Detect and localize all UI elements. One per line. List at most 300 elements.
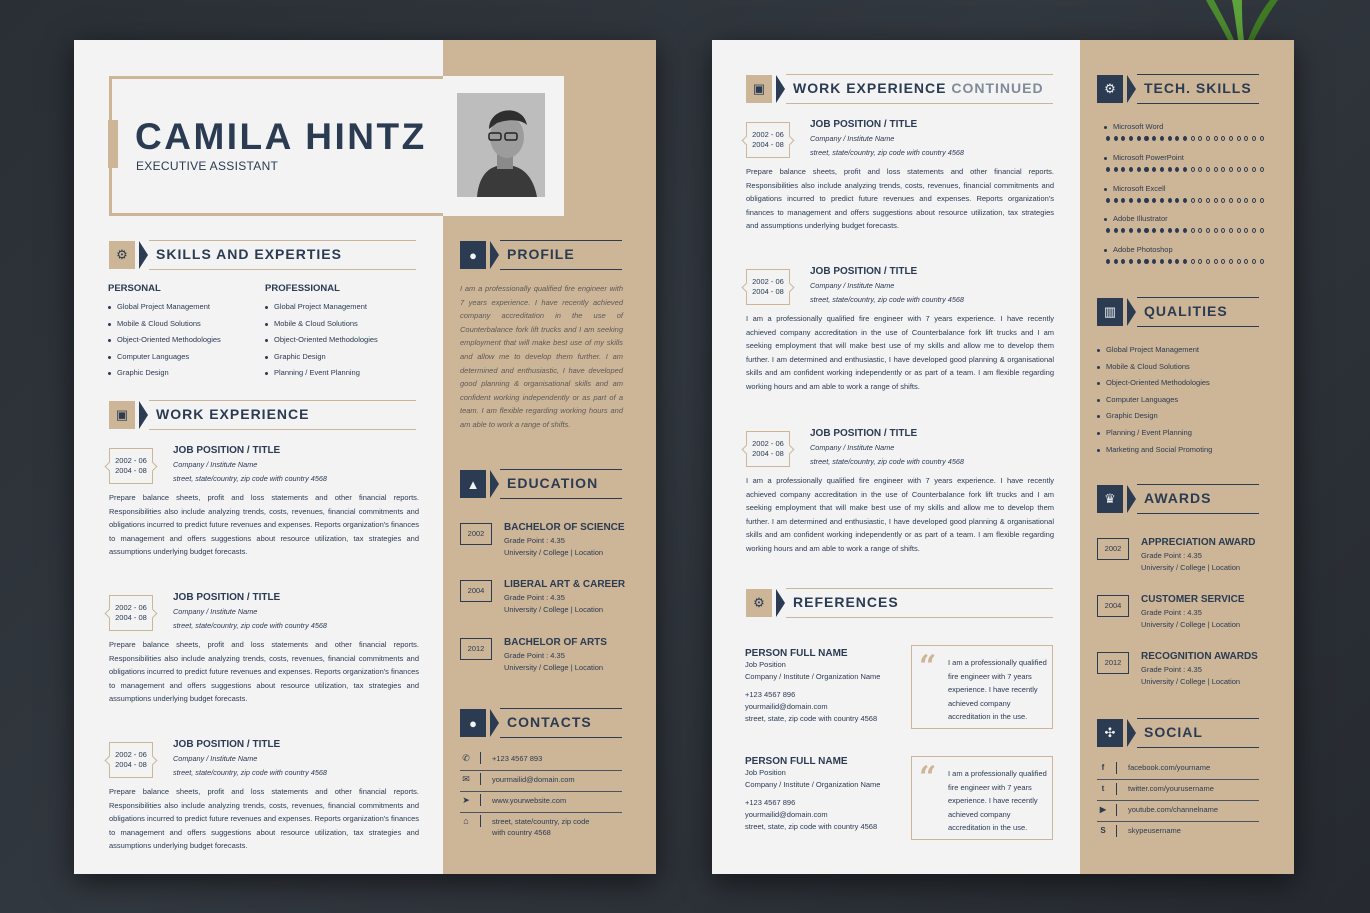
rating-dot xyxy=(1198,198,1202,203)
personal-skills-list xyxy=(108,299,221,382)
rating-dot xyxy=(1206,228,1210,233)
rating-dot xyxy=(1191,167,1195,172)
section-title: AWARDS xyxy=(1144,490,1212,506)
rating-dot xyxy=(1144,259,1148,264)
list-item: Mobile & Cloud Solutions xyxy=(108,316,221,333)
candidate-role: EXECUTIVE ASSISTANT xyxy=(136,159,279,173)
rating-dot xyxy=(1229,228,1233,233)
rating-dot xyxy=(1221,136,1225,141)
rating-dot xyxy=(1191,136,1195,141)
divider xyxy=(460,812,622,813)
chevron-decoration xyxy=(1127,298,1136,326)
chevron-decoration xyxy=(139,401,148,429)
social-text: facebook.com/yourname xyxy=(1128,763,1211,772)
job-company: Company / Institute Name xyxy=(173,754,258,763)
job-description: I am a professionally qualified fire engineer with 7 years experience. I have recently achieved company accreditation in the use of Counterbalance fork lift trucks and I am seeking employment that will make best use of my skills and allow me to develop them further. I am determined and enthusiastic, I have developed good planning & organisational skills and am confident working independently or as part of a team. I am flexible regarding working hours and am able to work a range of shifts. xyxy=(746,314,1054,391)
rating-dot xyxy=(1152,259,1156,264)
gear-icon: ⚙ xyxy=(109,241,135,269)
rating-dot xyxy=(1175,198,1179,203)
rating-dot xyxy=(1137,136,1141,141)
rating-dot xyxy=(1191,259,1195,264)
list-item: Planning / Event Planning xyxy=(265,365,378,382)
section-title: WORK EXPERIENCE xyxy=(156,406,310,422)
section-title: SOCIAL xyxy=(1144,724,1203,740)
network-icon: ✣ xyxy=(1097,719,1123,747)
rating-dot xyxy=(1183,259,1187,264)
rating-dot xyxy=(1252,136,1256,141)
divider xyxy=(480,752,481,764)
job-date-end: 2004 - 08 xyxy=(115,613,147,622)
section-title: CONTACTS xyxy=(507,714,592,730)
job-date-box xyxy=(746,431,790,467)
job-title: JOB POSITION / TITLE xyxy=(173,739,281,750)
job-date-box xyxy=(109,448,153,484)
rating-dot xyxy=(1152,228,1156,233)
rating-dot xyxy=(1183,167,1187,172)
work-experience-heading xyxy=(109,401,416,431)
job-title: JOB POSITION / TITLE xyxy=(810,119,918,130)
rating-dot xyxy=(1175,228,1179,233)
rating-dot xyxy=(1244,228,1248,233)
rating-dot xyxy=(1260,259,1264,264)
reference-entry xyxy=(745,756,905,833)
phone-icon: ✆ xyxy=(462,753,470,763)
job-description: Prepare balance sheets, profit and loss statements and other financial reports. Responsibilities also include analyzing trends, costs, revenues, financial commitments and obligations incurred to predict future revenues and expenses. Reports organization's finances to management and offers suggestions about resource utilization, tax strategies and assumptions underlying budget forecasts. xyxy=(109,787,419,851)
header-accent-bar xyxy=(108,120,118,168)
award-year: 2002 xyxy=(1097,538,1129,560)
list-item: Global Project Management xyxy=(265,299,378,316)
rating-dot xyxy=(1168,198,1172,203)
rating-dot xyxy=(1252,167,1256,172)
contact-user-icon: ● xyxy=(460,709,486,737)
skills-section-heading xyxy=(109,241,416,271)
list-item: Global Project Management xyxy=(1097,342,1212,359)
rating-dot xyxy=(1237,228,1241,233)
job-address: street, state/country, zip code with country 4568 xyxy=(173,621,327,630)
profile-photo xyxy=(457,93,545,197)
divider xyxy=(1116,825,1117,837)
rating-dot xyxy=(1198,167,1202,172)
section-title: SKILLS AND EXPERTIES xyxy=(156,246,342,262)
rating-dot xyxy=(1114,198,1118,203)
gear-icon: ⚙ xyxy=(1097,75,1123,103)
job-date-box xyxy=(746,122,790,158)
tech-skill-name: Microsoft PowerPoint xyxy=(1104,153,1264,163)
rating-dot xyxy=(1175,136,1179,141)
rating-dot xyxy=(1160,228,1164,233)
rating-dot xyxy=(1106,167,1110,172)
divider xyxy=(1116,762,1117,774)
personal-skills-title: PERSONAL xyxy=(108,283,161,294)
list-item: Mobile & Cloud Solutions xyxy=(265,316,378,333)
reference-email: yourmailid@domain.com xyxy=(745,810,828,819)
chevron-decoration xyxy=(1127,719,1136,747)
reference-quote: I am a professionally qualified fire engineer with 7 years experience. I have recently achieved company accreditation in the use. xyxy=(948,658,1047,722)
photo-frame xyxy=(443,76,564,216)
rating-dot xyxy=(1214,136,1218,141)
contact-text: street, state/country, zip code xyxy=(492,817,590,826)
graduation-cap-icon: ▲ xyxy=(460,470,486,498)
education-title: LIBERAL ART & CAREER xyxy=(504,579,626,590)
social-text: twitter.com/yourusername xyxy=(1128,784,1214,793)
job-date-box xyxy=(109,595,153,631)
list-item: Graphic Design xyxy=(265,349,378,366)
award-university: University / College | Location xyxy=(1141,677,1241,686)
rating-dot xyxy=(1260,136,1264,141)
reference-entry xyxy=(745,648,905,725)
award-year: 2004 xyxy=(1097,595,1129,617)
social-text: skypeusername xyxy=(1128,826,1181,835)
rating-dot xyxy=(1244,136,1248,141)
rating-dot xyxy=(1244,167,1248,172)
contact-text: yourmailid@domain.com xyxy=(492,775,575,784)
divider xyxy=(480,794,481,806)
social-heading xyxy=(1097,719,1259,749)
section-title: REFERENCES xyxy=(793,594,899,610)
reference-position: Job Position xyxy=(745,660,786,669)
rating-dot xyxy=(1191,198,1195,203)
rating-dot xyxy=(1237,198,1241,203)
tech-skill xyxy=(1104,184,1264,203)
skill-rating-dots xyxy=(1104,228,1264,233)
divider xyxy=(1097,821,1259,822)
tech-skill-name: Adobe Photoshop xyxy=(1104,245,1264,255)
reference-address: street, state, zip code with country 4568 xyxy=(745,714,878,723)
chevron-decoration xyxy=(776,75,785,103)
job-date-end: 2004 - 08 xyxy=(752,287,784,296)
user-icon: ● xyxy=(460,241,486,269)
rating-dot xyxy=(1198,136,1202,141)
tech-skill xyxy=(1104,245,1264,264)
rating-dot xyxy=(1160,167,1164,172)
rating-dot xyxy=(1206,136,1210,141)
rating-dot xyxy=(1229,136,1233,141)
job-date-end: 2004 - 08 xyxy=(752,140,784,149)
profile-heading xyxy=(460,241,622,271)
job-description: Prepare balance sheets, profit and loss statements and other financial reports. Responsibilities also include analyzing trends, costs, revenues, financial commitments and obligations incurred to predict future revenues and expenses. Reports organization's finances to management and offers suggestions about resource utilization, tax strategies and assumptions underlying budget forecasts. xyxy=(746,167,1054,231)
quote-icon: “ xyxy=(919,760,937,795)
tech-skill xyxy=(1104,214,1264,233)
rating-dot xyxy=(1214,198,1218,203)
award-title: RECOGNITION AWARDS xyxy=(1141,651,1258,662)
section-title xyxy=(793,80,1044,96)
education-year: 2002 xyxy=(460,523,492,545)
divider xyxy=(1097,779,1259,780)
rating-dot xyxy=(1137,198,1141,203)
qualities-heading xyxy=(1097,298,1259,328)
job-date-end: 2004 - 08 xyxy=(115,466,147,475)
job-title: JOB POSITION / TITLE xyxy=(173,592,281,603)
list-item: Planning / Event Planning xyxy=(1097,425,1212,442)
rating-dot xyxy=(1237,259,1241,264)
job-company: Company / Institute Name xyxy=(173,607,258,616)
professional-skills-list xyxy=(265,299,378,382)
rating-dot xyxy=(1106,198,1110,203)
rating-dot xyxy=(1129,198,1133,203)
section-title: PROFILE xyxy=(507,246,575,262)
rating-dot xyxy=(1129,259,1133,264)
job-date-start: 2002 - 06 xyxy=(752,130,784,139)
education-grade: Grade Point : 4.35 xyxy=(504,651,565,660)
divider xyxy=(460,791,622,792)
rating-dot xyxy=(1121,198,1125,203)
reference-quote-box xyxy=(911,645,1053,729)
award-grade: Grade Point : 4.35 xyxy=(1141,551,1202,560)
reference-phone: +123 4567 896 xyxy=(745,798,796,807)
rating-dot xyxy=(1252,259,1256,264)
rating-dot xyxy=(1237,167,1241,172)
bar-chart-icon: ▥ xyxy=(1097,298,1123,326)
education-year: 2012 xyxy=(460,638,492,660)
award-university: University / College | Location xyxy=(1141,620,1241,629)
professional-skills-title: PROFESSIONAL xyxy=(265,283,340,294)
resume-page-2 xyxy=(712,40,1294,874)
job-address: street, state/country, zip code with country 4568 xyxy=(173,474,327,483)
reference-quote-box xyxy=(911,756,1053,840)
job-company: Company / Institute Name xyxy=(810,134,895,143)
rating-dot xyxy=(1121,136,1125,141)
rating-dot xyxy=(1244,259,1248,264)
rating-dot xyxy=(1237,136,1241,141)
reference-position: Job Position xyxy=(745,768,786,777)
rating-dot xyxy=(1129,228,1133,233)
rating-dot xyxy=(1121,259,1125,264)
rating-dot xyxy=(1168,259,1172,264)
education-title: BACHELOR OF SCIENCE xyxy=(504,522,625,533)
divider xyxy=(1116,804,1117,816)
divider xyxy=(1116,783,1117,795)
email-icon: ✉ xyxy=(462,774,470,784)
youtube-icon: ▶ xyxy=(1099,805,1107,814)
reference-phone: +123 4567 896 xyxy=(745,690,796,699)
job-description: Prepare balance sheets, profit and loss statements and other financial reports. Responsibilities also include analyzing trends, costs, revenues, financial commitments and obligations incurred to predict future revenues and expenses. Reports organization's finances to management and offers suggestions about resource utilization, tax strategies and assumptions underlying budget forecasts. xyxy=(109,640,419,704)
rating-dot xyxy=(1137,259,1141,264)
tech-skill xyxy=(1104,153,1264,172)
rating-dot xyxy=(1168,167,1172,172)
education-grade: Grade Point : 4.35 xyxy=(504,536,565,545)
rating-dot xyxy=(1160,259,1164,264)
job-date-start: 2002 - 06 xyxy=(752,277,784,286)
rating-dot xyxy=(1121,167,1125,172)
trophy-icon: ♛ xyxy=(1097,485,1123,513)
facebook-icon: f xyxy=(1101,763,1105,772)
rating-dot xyxy=(1229,198,1233,203)
rating-dot xyxy=(1144,228,1148,233)
job-date-box xyxy=(746,269,790,305)
skill-rating-dots xyxy=(1104,167,1264,172)
rating-dot xyxy=(1260,228,1264,233)
award-grade: Grade Point : 4.35 xyxy=(1141,665,1202,674)
rating-dot xyxy=(1198,259,1202,264)
education-university: University / College | Location xyxy=(504,605,604,614)
job-company: Company / Institute Name xyxy=(810,443,895,452)
job-company: Company / Institute Name xyxy=(810,281,895,290)
resume-page-1 xyxy=(74,40,656,874)
qualities-list xyxy=(1097,342,1212,458)
chevron-decoration xyxy=(1127,75,1136,103)
rating-dot xyxy=(1114,167,1118,172)
award-grade: Grade Point : 4.35 xyxy=(1141,608,1202,617)
rating-dot xyxy=(1221,259,1225,264)
job-title: JOB POSITION / TITLE xyxy=(810,266,918,277)
tech-skill-name: Microsoft Word xyxy=(1104,122,1264,132)
chevron-decoration xyxy=(776,589,785,617)
work-experience-continued-heading xyxy=(746,75,1053,105)
reference-quote: I am a professionally qualified fire engineer with 7 years experience. I have recently achieved company accreditation in the use. xyxy=(948,769,1047,833)
job-description: I am a professionally qualified fire engineer with 7 years experience. I have recently achieved company accreditation in the use of Counterbalance fork lift trucks and I am seeking employment that will make best use of my skills and allow me to develop them further. I am determined and enthusiastic, I have developed good planning & organisational skills and am confident working independently or as part of a team. I am flexible regarding working hours and am able to work a range of shifts. xyxy=(746,476,1054,553)
twitter-icon: t xyxy=(1101,784,1105,793)
candidate-name: CAMILA HINTZ xyxy=(135,116,427,157)
chevron-decoration xyxy=(490,241,499,269)
section-title: EDUCATION xyxy=(507,475,599,491)
list-item: Mobile & Cloud Solutions xyxy=(1097,359,1212,376)
job-title: JOB POSITION / TITLE xyxy=(810,428,918,439)
rating-dot xyxy=(1114,228,1118,233)
rating-dot xyxy=(1252,228,1256,233)
briefcase-icon: ▣ xyxy=(746,75,772,103)
skype-icon: S xyxy=(1100,826,1106,835)
job-company: Company / Institute Name xyxy=(173,460,258,469)
divider xyxy=(460,770,622,771)
award-title: APPRECIATION AWARD xyxy=(1141,537,1256,548)
list-item: Global Project Management xyxy=(108,299,221,316)
divider xyxy=(480,773,481,785)
reference-company: Company / Institute / Organization Name xyxy=(745,672,881,681)
awards-heading xyxy=(1097,485,1259,515)
rating-dot xyxy=(1168,136,1172,141)
section-title-light: CONTINUED xyxy=(951,80,1044,96)
list-item: Object-Oriented Methodologies xyxy=(108,332,221,349)
job-description: Prepare balance sheets, profit and loss statements and other financial reports. Responsibilities also include analyzing trends, costs, revenues, financial commitments and obligations incurred to predict future revenues and expenses. Reports organization's finances to management and offers suggestions about resource utilization, tax strategies and assumptions underlying budget forecasts. xyxy=(109,493,419,557)
gear-icon: ⚙ xyxy=(746,589,772,617)
rating-dot xyxy=(1114,136,1118,141)
profile-text: I am a professionally qualified fire engineer with 7 years experience. I have recently achieved company accreditation in the use of Counterbalance fork lift trucks and I am seeking employment that will make best use of my skills and allow me to develop them further. I am determined and enthusiastic, I have developed good planning & organisational skills and am confident working independently or as part of a team. I am flexible regarding working hours and am able to work a range of shifts. xyxy=(460,284,623,429)
rating-dot xyxy=(1129,167,1133,172)
reference-name: PERSON FULL NAME xyxy=(745,756,848,767)
rating-dot xyxy=(1160,198,1164,203)
job-address: street, state/country, zip code with country 4568 xyxy=(810,457,964,466)
reference-email: yourmailid@domain.com xyxy=(745,702,828,711)
references-heading xyxy=(746,589,1053,619)
rating-dot xyxy=(1183,198,1187,203)
award-year: 2012 xyxy=(1097,652,1129,674)
briefcase-icon: ▣ xyxy=(109,401,135,429)
rating-dot xyxy=(1144,136,1148,141)
contact-text: www.yourwebsite.com xyxy=(492,796,567,805)
list-item: Object-Oriented Methodologies xyxy=(265,332,378,349)
rating-dot xyxy=(1183,136,1187,141)
job-date-end: 2004 - 08 xyxy=(752,449,784,458)
rating-dot xyxy=(1206,259,1210,264)
contact-text: +123 4567 893 xyxy=(492,754,543,763)
rating-dot xyxy=(1152,136,1156,141)
rating-dot xyxy=(1114,259,1118,264)
rating-dot xyxy=(1152,167,1156,172)
rating-dot xyxy=(1129,136,1133,141)
job-date-box xyxy=(109,742,153,778)
social-text: youtube.com/channelname xyxy=(1128,805,1219,814)
education-title: BACHELOR OF ARTS xyxy=(504,637,607,648)
rating-dot xyxy=(1137,228,1141,233)
rating-dot xyxy=(1160,136,1164,141)
job-address: street, state/country, zip code with country 4568 xyxy=(810,148,964,157)
contacts-heading xyxy=(460,709,622,739)
rating-dot xyxy=(1260,167,1264,172)
home-icon: ⌂ xyxy=(463,816,469,826)
divider xyxy=(480,815,481,827)
education-grade: Grade Point : 4.35 xyxy=(504,593,565,602)
rating-dot xyxy=(1106,259,1110,264)
rating-dot xyxy=(1175,259,1179,264)
rating-dot xyxy=(1260,198,1264,203)
tech-skill xyxy=(1104,122,1264,141)
rating-dot xyxy=(1106,228,1110,233)
section-title-main: WORK EXPERIENCE xyxy=(793,80,947,96)
education-university: University / College | Location xyxy=(504,663,604,672)
rating-dot xyxy=(1214,228,1218,233)
job-date-start: 2002 - 06 xyxy=(115,603,147,612)
rating-dot xyxy=(1221,198,1225,203)
rating-dot xyxy=(1198,228,1202,233)
reference-name: PERSON FULL NAME xyxy=(745,648,848,659)
skill-rating-dots xyxy=(1104,136,1264,141)
job-date-start: 2002 - 06 xyxy=(115,750,147,759)
tech-skill-name: Microsoft Excell xyxy=(1104,184,1264,194)
job-date-start: 2002 - 06 xyxy=(115,456,147,465)
rating-dot xyxy=(1175,167,1179,172)
rating-dot xyxy=(1229,167,1233,172)
quote-icon: “ xyxy=(919,649,937,684)
rating-dot xyxy=(1244,198,1248,203)
rating-dot xyxy=(1214,259,1218,264)
job-title: JOB POSITION / TITLE xyxy=(173,445,281,456)
chevron-decoration xyxy=(139,241,148,269)
rating-dot xyxy=(1229,259,1233,264)
rating-dot xyxy=(1252,198,1256,203)
rating-dot xyxy=(1121,228,1125,233)
rating-dot xyxy=(1183,228,1187,233)
plant-leaves-decoration xyxy=(1198,0,1288,40)
section-title: QUALITIES xyxy=(1144,303,1228,319)
job-address: street, state/country, zip code with country 4568 xyxy=(810,295,964,304)
reference-address: street, state, zip code with country 4568 xyxy=(745,822,878,831)
rating-dot xyxy=(1144,198,1148,203)
award-title: CUSTOMER SERVICE xyxy=(1141,594,1245,605)
section-title: TECH. SKILLS xyxy=(1144,80,1252,96)
skill-rating-dots xyxy=(1104,198,1264,203)
chevron-decoration xyxy=(490,709,499,737)
cursor-icon: ➤ xyxy=(462,795,470,805)
list-item: Graphic Design xyxy=(1097,408,1212,425)
job-address: street, state/country, zip code with country 4568 xyxy=(173,768,327,777)
rating-dot xyxy=(1221,167,1225,172)
rating-dot xyxy=(1168,228,1172,233)
education-heading xyxy=(460,470,622,500)
education-university: University / College | Location xyxy=(504,548,604,557)
rating-dot xyxy=(1206,198,1210,203)
tech-skills-heading xyxy=(1097,75,1259,105)
award-university: University / College | Location xyxy=(1141,563,1241,572)
rating-dot xyxy=(1152,198,1156,203)
job-date-start: 2002 - 06 xyxy=(752,439,784,448)
rating-dot xyxy=(1144,167,1148,172)
divider xyxy=(1097,800,1259,801)
rating-dot xyxy=(1214,167,1218,172)
contact-text-line2: with country 4568 xyxy=(492,828,551,837)
reference-company: Company / Institute / Organization Name xyxy=(745,780,881,789)
rating-dot xyxy=(1137,167,1141,172)
education-year: 2004 xyxy=(460,580,492,602)
